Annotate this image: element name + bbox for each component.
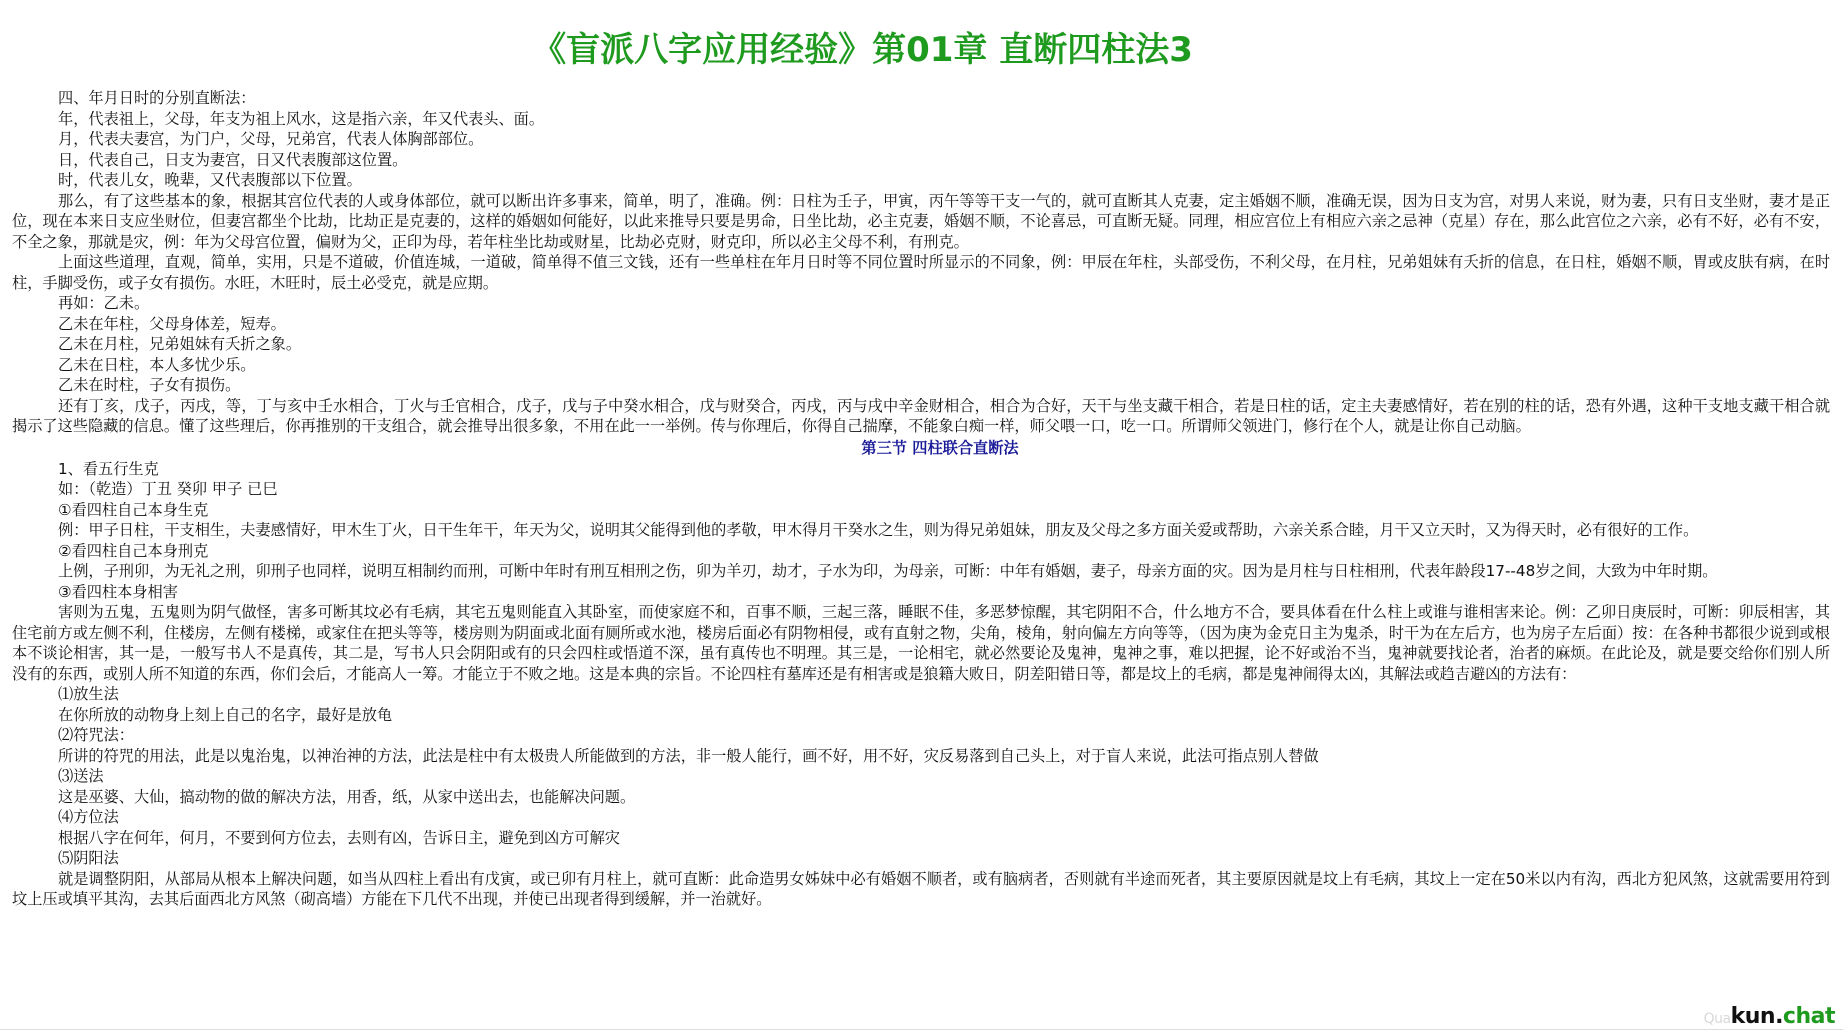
paragraph-b-14: ⑷方位法	[58, 808, 119, 826]
watermark-prefix: Qua	[1703, 1011, 1731, 1027]
paragraph-a-2: 月，代表夫妻宫，为门户，父母，兄弟宫，代表人体胸部部位。	[58, 130, 484, 148]
watermark-suffix: chat	[1782, 1004, 1835, 1029]
paragraph-b-5: 上例，子刑卯，为无礼之刑，卯刑子也同样，说明互相制约而刑，可断中年时有刑互相刑之伤，卯为羊刃，劫才，子水为印，为母亲，可断：中年有婚姻，妻子，母亲方面的灾。因为是月柱与日柱相刑，代表年龄段17--48岁之间，大致为中年时期。	[58, 562, 1718, 580]
paragraph-a-1: 年，代表祖上，父母，年支为祖上风水，这是指六亲，年又代表头、面。	[58, 109, 544, 128]
paragraph-b-4: ②看四柱自己本身刑克	[58, 541, 209, 560]
paragraph-b-0: 1、看五行生克	[58, 459, 159, 478]
paragraph-a-0: 四、年月日时的分别直断法：	[58, 89, 256, 107]
paragraph-a-10: 乙未在日柱，本人多忧少乐。	[58, 355, 256, 374]
page-divider	[0, 1029, 1843, 1030]
document-body	[12, 88, 1830, 910]
paragraph-b-6: ③看四柱本身相害	[58, 582, 178, 601]
watermark-logo	[1704, 1004, 1835, 1032]
paragraph-b-8: ⑴放生法	[58, 685, 119, 703]
paragraph-a-8: 乙未在年柱，父母身体差，短寿。	[58, 314, 286, 333]
paragraph-b-9: 在你所放的动物身上刻上自己的名字，最好是放龟	[58, 705, 393, 724]
paragraph-a-4: 时，代表儿女，晚辈，又代表腹部以下位置。	[58, 171, 362, 189]
paragraph-a-11: 乙未在时柱，子女有损伤。	[58, 376, 241, 394]
document-title: 《盲派八字应用经验》第01章 直断四柱法3	[532, 30, 1193, 70]
paragraph-b-13: 这是巫婆、大仙，搞动物的做的解决方法，用香，纸，从家中送出去，也能解决问题。	[58, 787, 636, 806]
paragraph-b-7: 害则为五鬼，五鬼则为阴气做怪，害多可断其坟必有毛病，其宅五鬼则能直入其卧室，而使家庭不和，百事不顺，三起三落，睡眠不佳，多恶梦惊醒，其宅阴阳不合，什么地方不合，要具体看在什么柱上或谁与谁相害来论。例：乙卯日庚辰时，可断：卯辰相害，其住宅前方或左侧不利，住楼房，左侧有楼梯，或家住在把头等等，楼房则为阴面或北面有厕所或水池，楼房后面必有阴物相侵，或有直射之物，尖角，棱角，射向偏左方向等等，（因为庚为金克日主为鬼杀，时干为在左后方，也为房子左后面）按：在各种书都很少说到或根本不谈论相害，其一是，一般写书人不是真传，其二是，写书人只会阴阳或有的只会四柱或悟道不深，虽有真传也不明理。其三是，一论相宅，就必然要论及鬼神，鬼神之事，难以把握，论不好或治不当，鬼神就要找论者，治者的麻烦。在此论及，就是要交给你们别人所没有的东西，或别人所不知道的东西，你们会后，才能高人一筹。才能立于不败之地。这是本典的宗旨。不论四柱有墓库还是有相害或是狼籍大败日，阴差阳错日等，都是坟上的毛病，都是鬼神闹得太凶，其解法或趋吉避凶的方法有：	[12, 603, 1830, 683]
paragraph-a-7: 再如：乙未。	[58, 294, 150, 312]
paragraph-a-5: 那么，有了这些基本的象，根据其宫位代表的人或身体部位，就可以断出许多事来，简单，明了，准确。例：日柱为壬子，甲寅，丙午等等干支一气的，就可直断其人克妻，定主婚姻不顺，准确无误，因为日支为宫，对男人来说，财为妻，只有日支坐财，妻才是正位，现在本来日支应坐财位，但妻宫都坐个比劫，比劫正是克妻的，这样的婚姻如何能好，以此来推导只要是男命，日坐比劫，必主克妻，婚姻不顺，不论喜忌，可直断无疑。同理，相应宫位上有相应六亲之忌神（克星）存在，那么此宫位之六亲，必有不好，必有不安，不全之象，那就是灾，例：年为父母宫位置，偏财为父，正印为母，若年柱坐比劫或财星，比劫必克财，财克印，所以必主父母不利，有刑克。	[12, 191, 1830, 251]
paragraph-a-12: 还有丁亥，戊子，丙戌，等，丁与亥中壬水相合，丁火与壬官相合，戊子，戊与子中癸水相合，戊与财癸合，丙戌，丙与戌中辛金财相合，相合为合好，天干与坐支藏干相合，若是日柱的话，定主夫妻感情好，若在别的柱的话，恐有外遇，这种干支地支藏干相合就揭示了这些隐藏的信息。懂了这些理后，你再推别的干支组合，就会推导出很多象，不用在此一一举例。传与你理后，你得自己揣摩，不能象白痴一样，师父喂一口，吃一口。所谓师父领进门，修行在个人，就是让你自己动脑。	[12, 396, 1830, 435]
paragraph-b-1: 如：（乾造）丁丑 癸卯 甲子 已巳	[58, 480, 278, 498]
paragraph-b-11: 所讲的符咒的用法，此是以鬼治鬼，以神治神的方法，此法是柱中有太极贵人所能做到的方法，非一般人能行，画不好，用不好，灾反易落到自己头上，对于盲人来说，此法可指点别人替做	[58, 746, 1319, 765]
paragraph-b-15: 根据八字在何年，何月，不要到何方位去，去则有凶，告诉日主，避免到凶方可解灾	[58, 828, 620, 847]
watermark-mid: kun.	[1730, 1004, 1783, 1029]
paragraph-b-3: 例：甲子日柱，干支相生，夫妻感情好，甲木生丁火，日干生年干，年天为父，说明其父能得到他的孝敬，甲木得月干癸水之生，则为得兄弟姐妹，朋友及父母之多方面关爱或帮助，六亲关系合睦，月干又立天时，又为得天时，必有很好的工作。	[58, 521, 1699, 539]
paragraph-b-17: 就是调整阴阳，从部局从根本上解决问题，如当从四柱上看出有戊寅，或已卯有月柱上，就可直断：此命造男女姊妹中必有婚姻不顺者，或有脑病者，否则就有半途而死者，其主要原因就是坟上有毛病，其坟上一定在50米以内有沟，西北方犯风煞，这就需要用符到坟上压或填平其沟，去其后面西北方风煞（砌高墙）方能在下几代不出现，并使已出现者得到缓解，并一治就好。	[12, 869, 1830, 908]
paragraph-b-16: ⑸阴阳法	[58, 849, 119, 867]
paragraph-a-9: 乙未在月柱，兄弟姐妹有夭折之象。	[58, 335, 301, 353]
section-heading: 第三节 四柱联合直断法	[861, 438, 1019, 457]
paragraph-a-3: 日，代表自己，日支为妻宫，日又代表腹部这位置。	[58, 150, 408, 169]
paragraph-b-2: ①看四柱自己本身生克	[58, 500, 209, 519]
paragraph-b-12: ⑶送法	[58, 767, 104, 785]
paragraph-a-6: 上面这些道理，直观，简单，实用，只是不道破，价值连城，一道破，简单得不值三文钱，还有一些单柱在年月日时等不同位置时所显示的不同象，例：甲辰在年柱，头部受伤，不利父母，在月柱，兄弟姐妹有夭折的信息，在日柱，婚姻不顺，胃或皮肤有病，在时柱，手脚受伤，或子女有损伤。水旺，木旺时，辰土必受克，就是应期。	[12, 253, 1830, 292]
paragraph-b-10: ⑵符咒法：	[58, 726, 134, 744]
